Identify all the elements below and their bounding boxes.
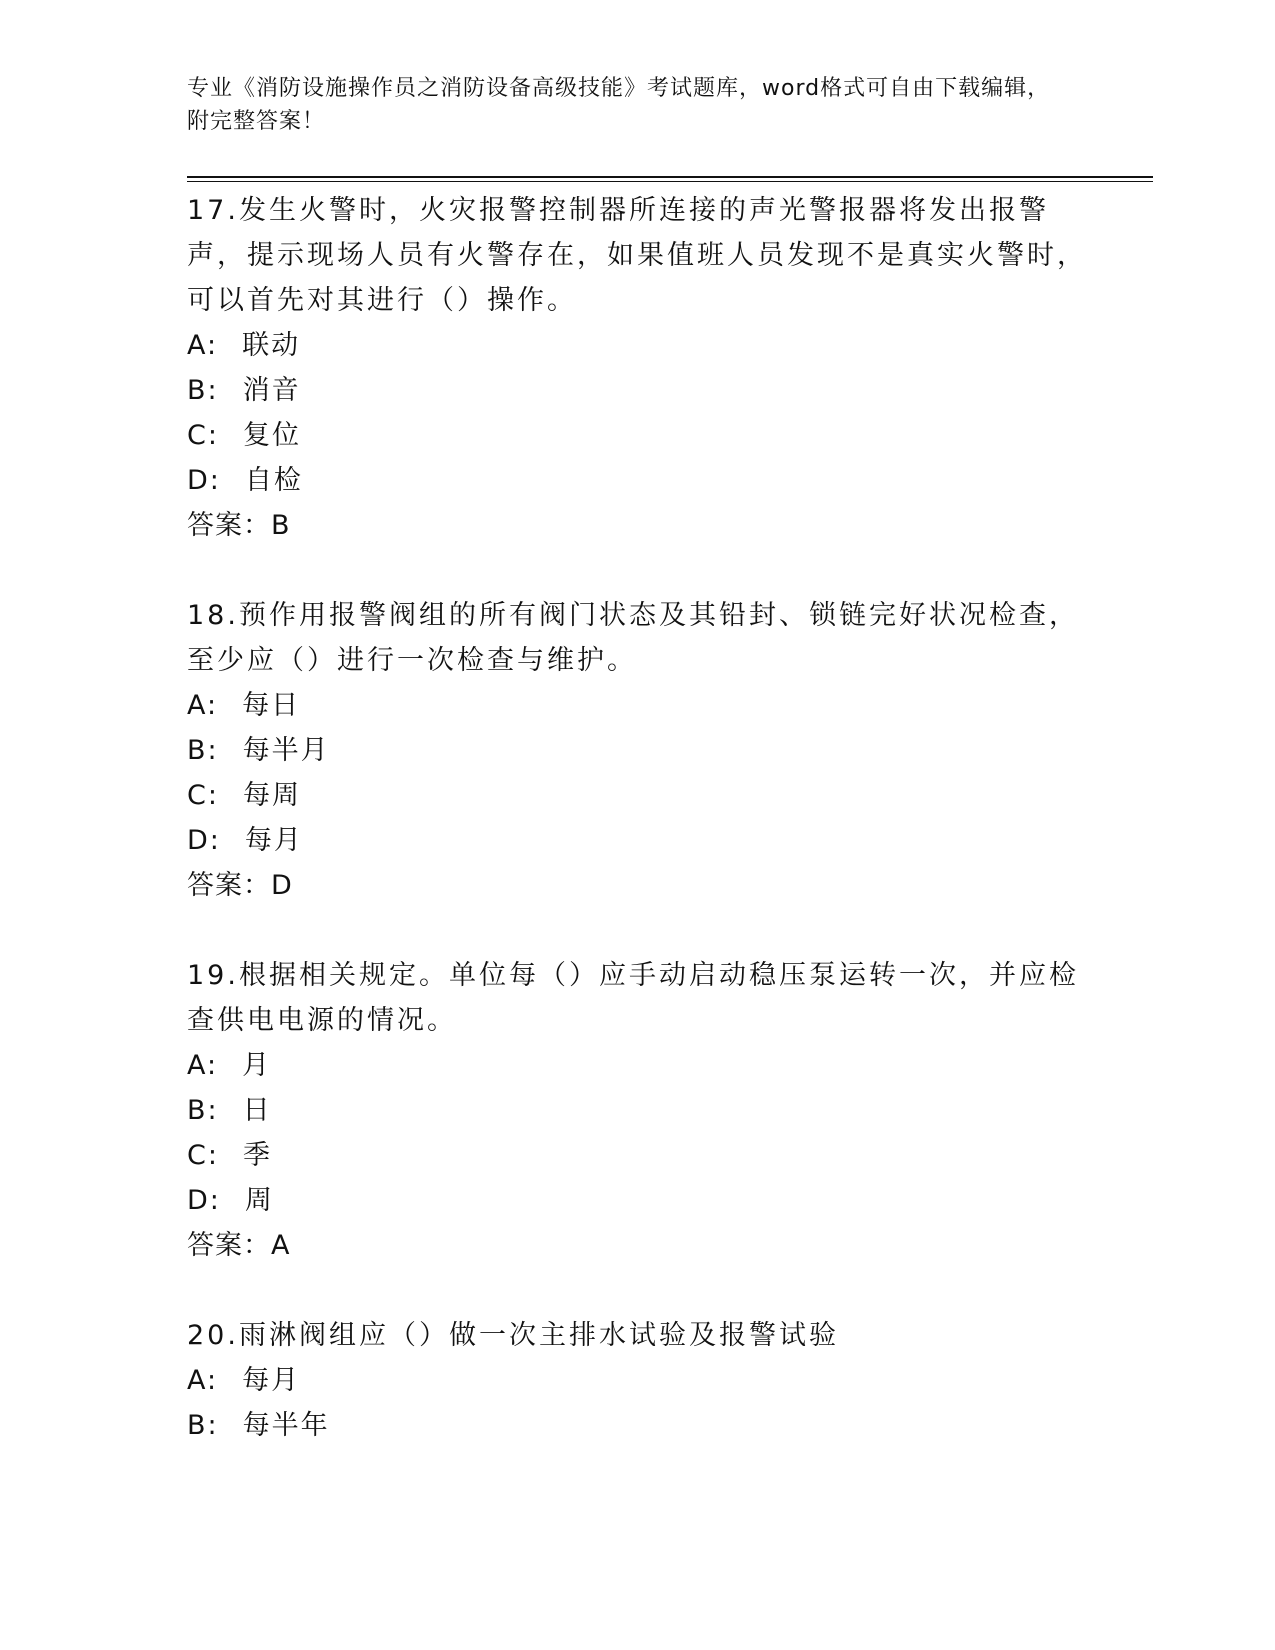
option-a: A: 每日 (187, 690, 301, 721)
question-list (187, 188, 1087, 1493)
answer-line: 答案：B (187, 510, 291, 541)
answer-line: 答案：D (187, 870, 293, 901)
question-text: 20.雨淋阀组应（）做一次主排水试验及报警试验 (187, 1320, 839, 1351)
option-d: D: 每月 (187, 825, 303, 856)
question-19 (187, 953, 1087, 1268)
header-divider-thick (187, 176, 1153, 178)
option-b: B: 每半年 (187, 1410, 330, 1441)
option-a: A: 每月 (187, 1365, 301, 1396)
option-c: C: 复位 (187, 420, 301, 451)
option-b: B: 日 (187, 1095, 272, 1126)
question-20 (187, 1313, 1087, 1448)
question-text: 17.发生火警时，火灾报警控制器所连接的声光警报器将发出报警声，提示现场人员有火警存在，如果值班人员发现不是真实火警时，可以首先对其进行（）操作。 (187, 195, 1087, 316)
option-c: C: 每周 (187, 780, 301, 811)
option-c: C: 季 (187, 1140, 272, 1171)
document-header (187, 72, 1067, 138)
option-b: B: 消音 (187, 375, 301, 406)
question-18 (187, 593, 1087, 908)
option-d: D: 周 (187, 1185, 274, 1216)
header-intro: 专业《消防设施操作员之消防设备高级技能》考试题库，word格式可自由下载编辑，附完整答案！ (187, 76, 1051, 134)
answer-line: 答案：A (187, 1230, 291, 1261)
question-text: 19.根据相关规定。单位每（）应手动启动稳压泵运转一次，并应检查供电电源的情况。 (187, 960, 1079, 1036)
question-text: 18.预作用报警阀组的所有阀门状态及其铅封、锁链完好状况检查，至少应（）进行一次检查与维护。 (187, 600, 1079, 676)
option-d: D: 自检 (187, 465, 303, 496)
option-a: A: 联动 (187, 330, 301, 361)
option-a: A: 月 (187, 1050, 272, 1081)
option-b: B: 每半月 (187, 735, 330, 766)
question-17 (187, 188, 1087, 548)
header-divider-thin (187, 181, 1153, 182)
